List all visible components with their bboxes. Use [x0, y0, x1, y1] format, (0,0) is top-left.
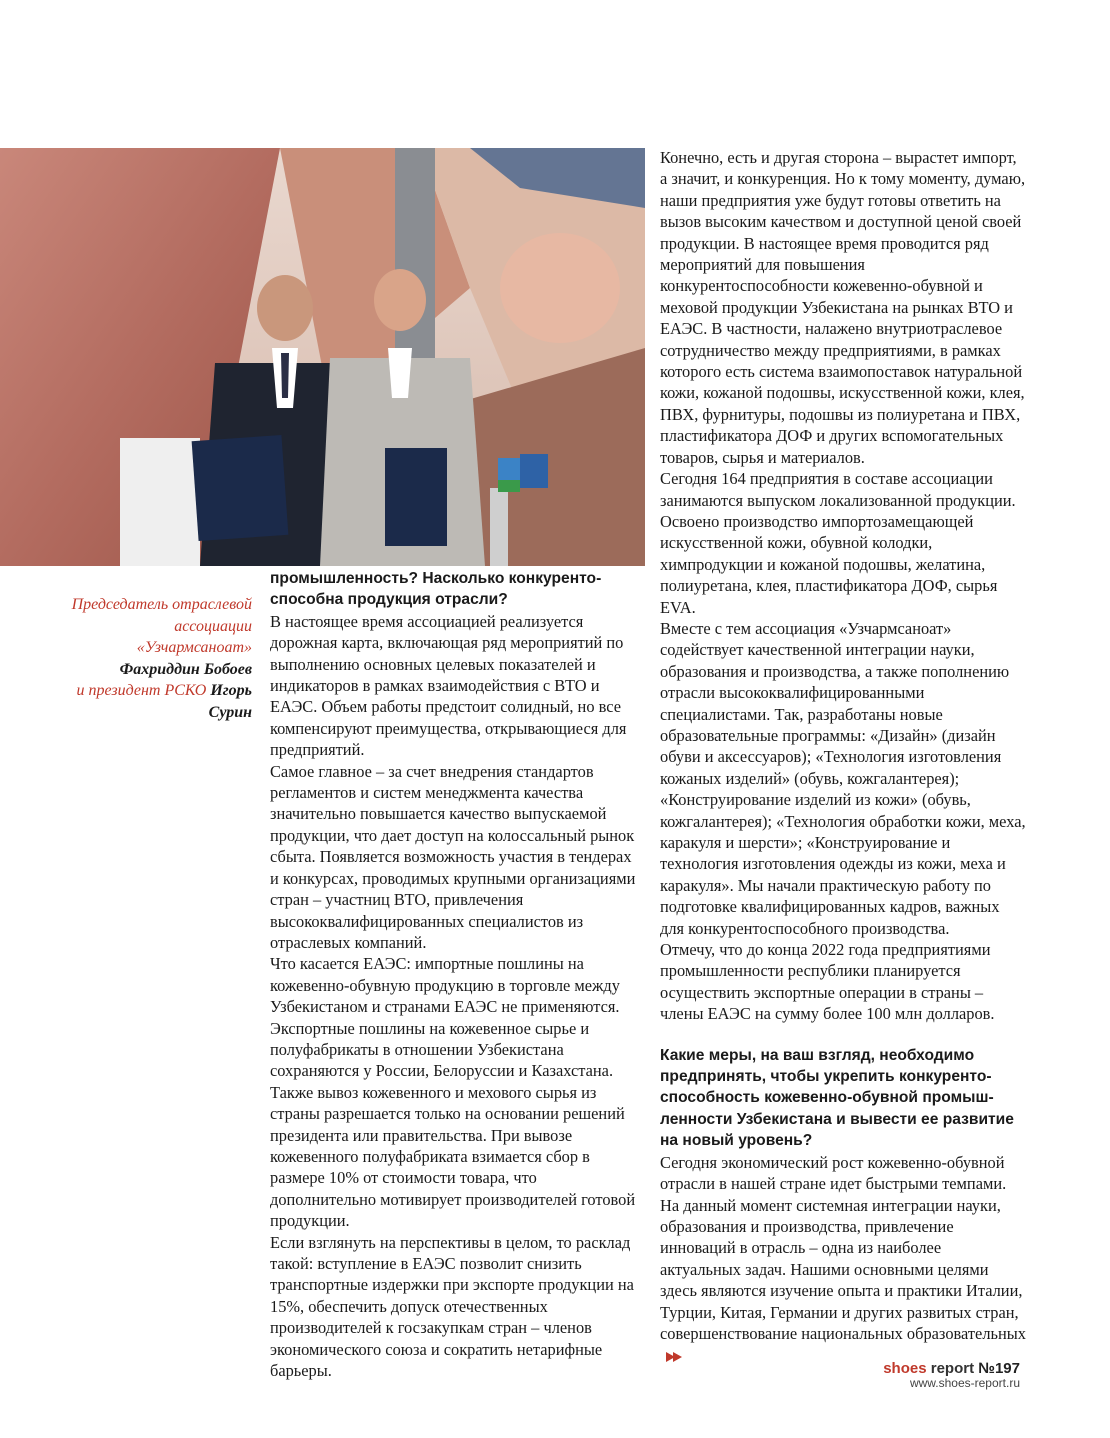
issue-number: №197 — [974, 1360, 1020, 1377]
caption-line-2: ассоциации — [174, 617, 252, 635]
magazine-brand: shoes — [883, 1360, 927, 1377]
photo-caption — [40, 594, 252, 723]
interview-question: Какие меры, на ваш взгляд, необходимо предпринять, чтобы укрепить конкурентоспособность кожевенно-обувной промышленности Узбекистана и вывести ее развитие на новый уровень? — [660, 1046, 1014, 1150]
caption-name-1: Фахриддин Бобоев — [119, 660, 252, 678]
spacer — [660, 1025, 1026, 1045]
paragraph: Сегодня 164 предприятия в составе ассоциации занимаются выпуском локализованной продукции. Освоено производство импортозамещающей искусственной кожи, обувной колодки, химпродукции и кожаной подошвы, желатина, полиуретана, клея, пластификатора ДОФ, сырья EVA. — [660, 469, 1016, 617]
magazine-report: report — [926, 1360, 975, 1377]
caption-line-3: «Узчармсаноат» — [136, 639, 252, 656]
question-continuation: промышленность? Насколько конкурентоспособна продукция отрасли? — [270, 570, 602, 609]
paragraph: Конечно, есть и другая сторона – вырастет импорт, а значит, и конкуренция. Но к тому моменту, думаю, наши предприятия уже будут готовы ответить на вызов высоким качеством и доступной ценой своей продукции. В настоящее время проводится ряд мероприятий для повышения конкурентоспособности кожевенно-обувной и меховой продукции Узбекистана на рынках ВТО и ЕАЭС. В частности, налажено внутриотраслевое сотрудничество между предприятиями, в рамках которого есть система взаимопоставок натуральной кожи, кожаной подошвы, искусственной кожи, клея, ПВХ, фурнитуры, подошвы из полиуретана и ПВХ, пластификатора ДОФ и других вспомогательных товаров, сырья и материалов. — [660, 148, 1026, 467]
signing-ceremony-image — [0, 148, 645, 566]
caption-line-5 — [40, 680, 252, 702]
paragraph: Отмечу, что до конца 2022 года предприятиями промышленности республики планируется осуществить экспортные операции в страны – члены ЕАЭС на сумму более 100 млн долларов. — [660, 940, 995, 1024]
caption-name-2-first: Игорь — [210, 682, 252, 699]
paragraph: В настоящее время ассоциацией реализуется дорожная карта, включающая ряд мероприятий по выполнению основных целевых показателей и индикаторов в рамках взаимодействия с ВТО и ЕАЭС. Объем работы предстоит солидный, но все компенсируют преимущества, открывающиеся для предприятий. — [270, 611, 627, 760]
page-footer — [883, 1360, 1020, 1390]
right-column — [660, 147, 1026, 1366]
website-url: www.shoes-report.ru — [909, 1376, 1020, 1390]
paragraph-text: Сегодня экономический рост кожевенно-обувной отрасли в нашей стране идет быстрыми темпами. На данный момент системная интеграции науки, образования и производства, привлечение инноваций в отрасль – одна из наиболее актуальных задач. Нашими основными целями здесь являются изучение опыта и практики Италии, Турции, Китая, Германии и других развитых стран, совершенствование национальных образовательных — [660, 1152, 1026, 1343]
paragraph: Если взглянуть на перспективы в целом, то расклад такой: вступление в ЕАЭС позволит снизить транспортные издержки при экспорте продукции на 15%, обеспечить допуск отечественных производителей к госзакупкам стран – членов экономического союза и сократить нетарифные барьеры. — [270, 1232, 634, 1381]
caption-line-5-prefix: и президент РСКО — [76, 682, 211, 699]
caption-name-2-last: Сурин — [208, 703, 252, 721]
caption-line-1: Председатель отраслевой — [71, 596, 252, 613]
continue-arrow-icon — [673, 1352, 682, 1362]
paragraph: Вместе с тем ассоциация «Узчармсаноат» содействует качественной интеграции науки, образования и производства, а также пополнению отрасли высококвалифицированными специалистами. Так, разработаны новые образовательные программы: «Дизайн» (дизайн обуви и аксессуаров); «Технология изготовления кожаных изделий» (обувь, кожгалантерея); «Конструирование изделий из кожи» (обувь, кожгалантерея); «Технология обработки кожи, меха, каракуля и шерсти»; «Конструирование и технология изготовления одежды из кожи, меха и каракуля». Мы начали практическую работу по подготовке квалифицированных кадров, важных для конкурентоспособного производства. — [660, 618, 1026, 938]
middle-column — [270, 568, 642, 1381]
paragraph: Что касается ЕАЭС: импортные пошлины на кожевенно-обувную продукцию в торговле между Узбекистаном и странами ЕАЭС не применяются. Экспортные пошлины на кожевенное сырье и полуфабрикаты в отношении Узбекистана сохраняются у России, Белоруссии и Казахстана. Также вывоз кожевенного и мехового сырья из страны разрешается только на основании решений президента или правительства. При вывозе кожевенного полуфабриката взимается сбор в размере 10% от стоимости товара, что дополнительно мотивирует производителей готовой продукции. — [270, 954, 636, 1231]
article-photo — [0, 148, 645, 566]
paragraph: Самое главное – за счет внедрения стандартов регламентов и систем менеджмента качества значительно повышается качество выпускаемой продукции, что дает доступ на колоссальный рынок сбыта. Появляется возможность участия в тендерах и конкурсах, проводимых крупными организациями стран – участниц ВТО, привлечения высококвалифицированных специалистов из отраслевых компаний. — [270, 761, 636, 952]
paragraph — [660, 1152, 1026, 1366]
